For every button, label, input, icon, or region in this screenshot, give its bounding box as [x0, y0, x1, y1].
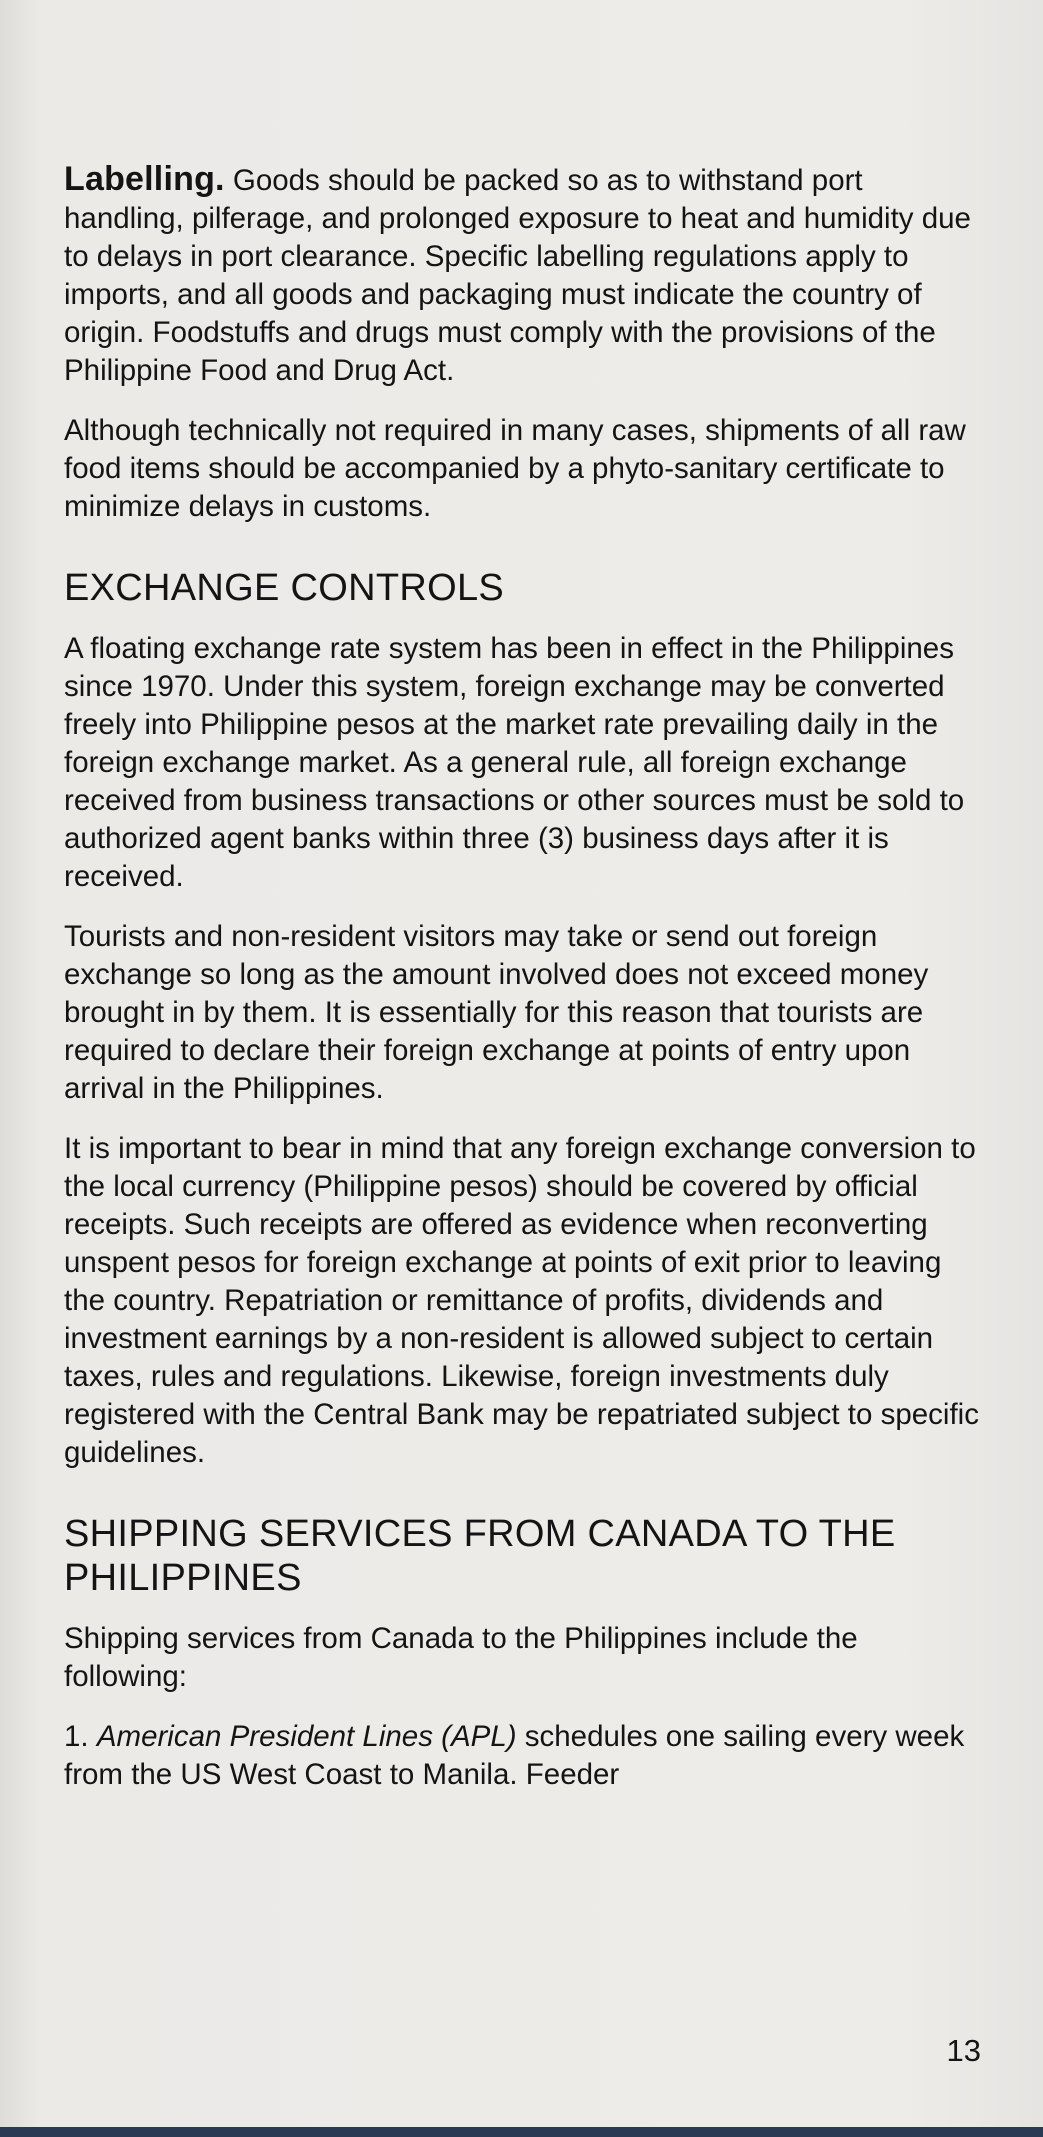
- exchange-paragraph-1: A floating exchange rate system has been in effect in the Philippines since 1970. Under this system, foreign exchange may be converted freely into Philippine pesos at the market rate prevailing daily in the foreign exchange market. As a general rule, all foreign exchange received from business transactions or other sources must be sold to authorized agent banks within three (3) business days after it is received.: [64, 632, 965, 893]
- item-text: schedules one sailing every week from the US West Coast to Manila. Feeder: [64, 1720, 965, 1791]
- page-bottom-edge: [0, 2127, 1043, 2137]
- shipping-intro: Shipping services from Canada to the Philippines include the following:: [64, 1622, 858, 1693]
- labelling-heading: Labelling.: [64, 160, 225, 198]
- shipping-item-1: [64, 1718, 984, 1794]
- item-carrier-name: American President Lines (APL): [96, 1720, 517, 1753]
- labelling-text: Goods should be packed so as to withstand port handling, pilferage, and prolonged exposure to heat and humidity due to delays in port clearance. Specific labelling regulations apply to imports, and all goods and packaging must indicate the country of origin. Foodstuffs and drugs must comply with the provisions of the Philippine Food and Drug Act.: [64, 164, 971, 387]
- page-content: [64, 160, 984, 1816]
- labelling-paragraph: [64, 160, 984, 390]
- exchange-controls-heading: EXCHANGE CONTROLS: [64, 567, 505, 609]
- exchange-paragraph-2: Tourists and non-resident visitors may take or send out foreign exchange so long as the amount involved does not exceed money brought in by them. It is essentially for this reason that tourists are required to declare their foreign exchange at points of entry upon arrival in the Philippines.: [64, 920, 929, 1105]
- phytosanitary-paragraph: Although technically not required in many cases, shipments of all raw food items should be accompanied by a phyto-sanitary certificate to minimize delays in customs.: [64, 414, 966, 523]
- item-number: 1.: [64, 1720, 89, 1753]
- page-number: 13: [946, 2033, 981, 2068]
- exchange-paragraph-3: It is important to bear in mind that any foreign exchange conversion to the local currency (Philippine pesos) should be covered by official receipts. Such receipts are offered as evidence when reconverting unspent pesos for foreign exchange at points of exit prior to leaving the country. Repatriation or remittance of profits, dividends and investment earnings by a non-resident is allowed subject to certain taxes, rules and regulations. Likewise, foreign investments duly registered with the Central Bank may be repatriated subject to specific guidelines.: [64, 1132, 979, 1469]
- shipping-services-heading: SHIPPING SERVICES FROM CANADA TO THE PHILIPPINES: [64, 1513, 896, 1599]
